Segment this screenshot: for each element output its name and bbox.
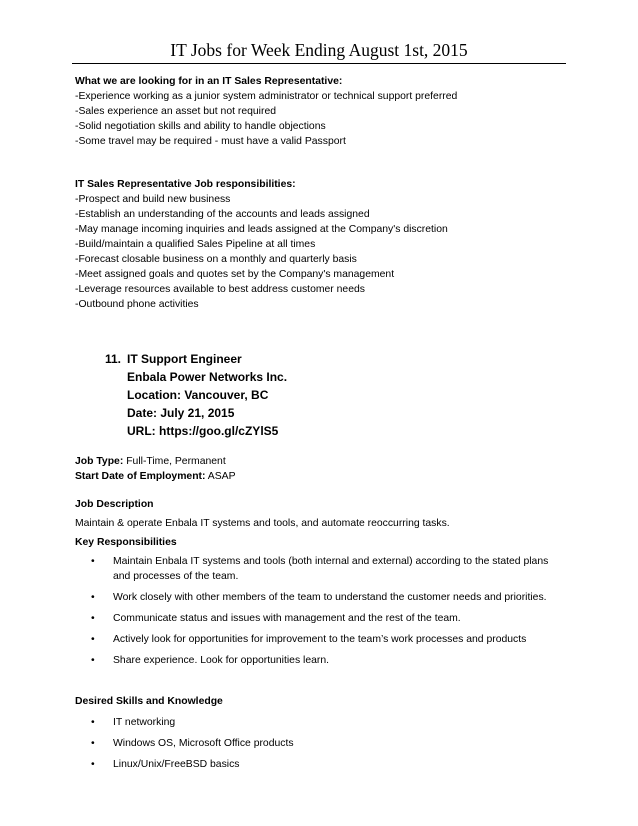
sales-responsibility-item: -Forecast closable business on a monthly and quarterly basis — [75, 254, 357, 265]
skill-text: Linux/Unix/FreeBSD basics — [113, 759, 240, 770]
key-responsibility-item — [75, 611, 575, 626]
job-url[interactable]: URL: https://goo.gl/cZYlS5 — [127, 424, 279, 438]
skill-item — [75, 736, 575, 751]
skill-item — [75, 715, 575, 730]
title-rule — [72, 63, 566, 64]
key-responsibility-line: Communicate status and issues with management and the rest of the team. — [113, 613, 461, 624]
key-responsibilities-heading: Key Responsibilities — [75, 537, 177, 548]
sales-responsibility-item: -May manage incoming inquiries and leads assigned at the Company's discretion — [75, 224, 448, 235]
sales-responsibility-item: -Leverage resources available to best address customer needs — [75, 284, 365, 295]
key-responsibility-line: Actively look for opportunities for improvement to the team’s work processes and products — [113, 634, 527, 645]
bullet-icon: • — [91, 759, 95, 770]
bullet-icon: • — [91, 556, 95, 567]
sales-responsibility-item: -Outbound phone activities — [75, 299, 199, 310]
key-responsibilities-list — [75, 554, 575, 668]
bullet-icon: • — [91, 634, 95, 645]
job-description-heading: Job Description — [75, 499, 154, 510]
key-responsibility-item — [75, 590, 575, 605]
skill-item — [75, 757, 575, 772]
requirements-heading: What we are looking for in an IT Sales Representative: — [75, 76, 343, 87]
sales-responsibility-item: -Prospect and build new business — [75, 194, 231, 205]
key-responsibility-item — [75, 653, 575, 668]
bullet-icon: • — [91, 717, 95, 728]
job-description-text: Maintain & operate Enbala IT systems and tools, and automate reoccurring tasks. — [75, 518, 450, 529]
job-type-label: Job Type: — [75, 456, 124, 467]
requirements-item: -Experience working as a junior system administrator or technical support preferred — [75, 91, 458, 102]
job-meta — [75, 454, 575, 484]
sales-responsibility-item: -Establish an understanding of the accounts and leads assigned — [75, 209, 370, 220]
skills-heading: Desired Skills and Knowledge — [75, 696, 223, 707]
bullet-icon: • — [91, 592, 95, 603]
requirements-item: -Sales experience an asset but not required — [75, 106, 277, 117]
sales-responsibilities-section — [75, 177, 575, 312]
bullet-icon: • — [91, 738, 95, 749]
bullet-icon: • — [91, 655, 95, 666]
job-number: 11. — [105, 352, 122, 366]
bullet-icon: • — [91, 613, 95, 624]
job-title-line — [105, 350, 575, 368]
job-type-line — [75, 454, 575, 469]
requirements-section — [75, 74, 575, 149]
key-responsibility-line: Work closely with other members of the team to understand the customer needs and priorities. — [113, 592, 547, 603]
key-responsibility-item — [75, 632, 575, 647]
key-responsibility-line: and processes of the team. — [113, 571, 239, 582]
job-location: Location: Vancouver, BC — [127, 388, 269, 402]
requirements-item: -Solid negotiation skills and ability to handle objections — [75, 121, 326, 132]
sales-responsibility-item: -Build/maintain a qualified Sales Pipeline at all times — [75, 239, 316, 250]
sales-responsibilities-heading: IT Sales Representative Job responsibilities: — [75, 179, 296, 190]
job-company: Enbala Power Networks Inc. — [127, 370, 288, 384]
start-date-line — [75, 469, 575, 484]
requirements-item: -Some travel may be required - must have a valid Passport — [75, 136, 346, 147]
page-title: IT Jobs for Week Ending August 1st, 2015 — [170, 40, 468, 60]
key-responsibility-line: Maintain Enbala IT systems and tools (both internal and external) according to the stated plans — [113, 556, 549, 567]
job-header — [105, 350, 575, 440]
skill-text: Windows OS, Microsoft Office products — [113, 738, 294, 749]
key-responsibility-item — [75, 554, 575, 584]
job-title: IT Support Engineer — [127, 352, 242, 366]
start-date-label: Start Date of Employment: — [75, 471, 206, 482]
sales-responsibility-item: -Meet assigned goals and quotes set by the Company's management — [75, 269, 395, 280]
document-body — [75, 74, 575, 772]
start-date-value: ASAP — [205, 471, 236, 482]
job-date: Date: July 21, 2015 — [127, 406, 235, 420]
skills-list — [75, 715, 575, 772]
key-responsibility-line: Share experience. Look for opportunities learn. — [113, 655, 330, 666]
job-type-value: Full-Time, Permanent — [123, 456, 226, 467]
skill-text: IT networking — [113, 717, 176, 728]
